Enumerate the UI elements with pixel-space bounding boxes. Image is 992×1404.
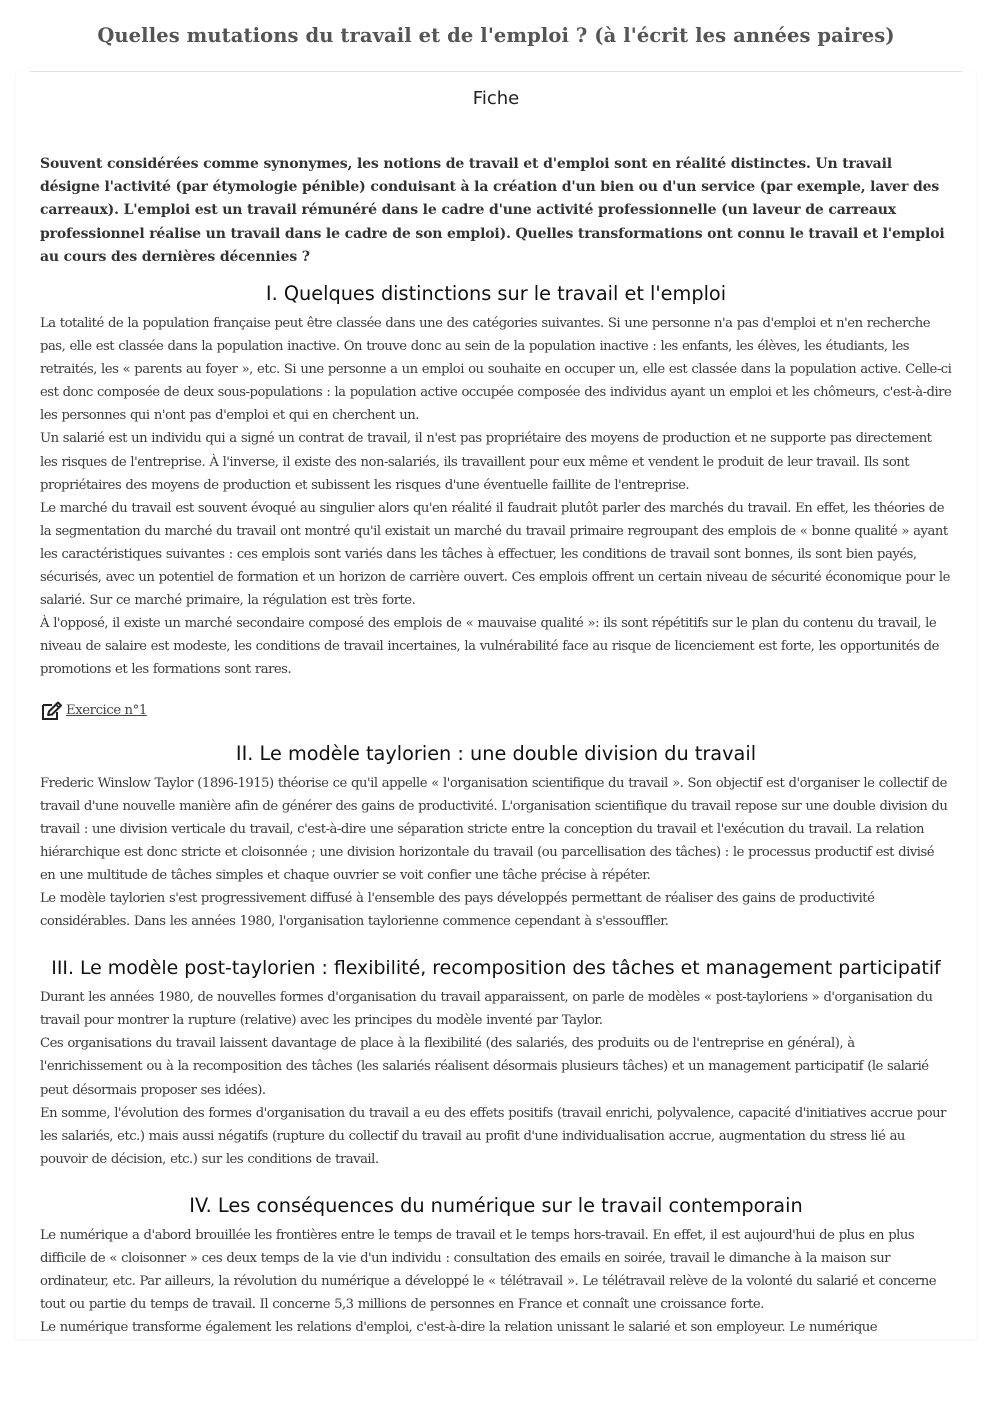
exercise-link[interactable]: Exercice n°1 — [66, 703, 147, 719]
paragraph: Le marché du travail est souvent évoqué au singulier alors qu'en réalité il faudrait plutôt parler des marchés du travail. En effet, les théories de la segmentation du marché du travail ont montré qu'il existait un marché du travail primaire regroupant des emplois de « bonne qualité » ayant les caractéristiques suivantes : ces emplois sont variés dans les tâches à effectuer, les conditions de travail sont bonnes, ils sont bien payés, sécurisés, avec un potentiel de formation et un horizon de carrière ouvert. Ces emplois offrent un certain niveau de sécurité économique pour le salarié. Sur ce marché primaire, la régulation est très forte. — [40, 500, 950, 609]
page-title: Quelles mutations du travail et de l'emploi ? (à l'écrit les années paires) — [97, 24, 895, 47]
section-heading: II. Le modèle taylorien : une double division du travail — [235, 741, 757, 765]
section-3 — [40, 955, 952, 1171]
content-card — [16, 72, 976, 1339]
section-4 — [40, 1193, 952, 1339]
fiche-label: Fiche — [472, 88, 520, 109]
section-heading: III. Le modèle post-taylorien : flexibilité, recomposition des tâches et management participatif — [51, 957, 941, 980]
intro-paragraph: Souvent considérées comme synonymes, les notions de travail et d'emploi sont en réalité distinctes. Un travail désigne l'activité (par étymologie pénible) conduisant à la création d'un bien ou d'un service (par exemple, laver des carreaux). L'emploi est un travail rémunéré dans le cadre d'une activité professionnelle (un laveur de carreaux professionnel réalise un travail dans le cadre de son emploi). Quelles transformations ont connu le travail et l'emploi au cours des dernières décennies ? — [40, 156, 945, 265]
section-2 — [40, 741, 952, 934]
edit-icon — [40, 701, 62, 721]
paragraph: Un salarié est un individu qui a signé un contrat de travail, il n'est pas propriétaire des moyens de production et ne supporte pas directement les risques de l'entreprise. À l'inverse, il existe des non-salariés, ils travaillent pour eux même et vendent le produit de leur travail. Ils sont propriétaires des moyens de production et subissent les risques d'une éventuelle faillite de l'entreprise. — [40, 431, 932, 493]
paragraph: La totalité de la population française peut être classée dans une des catégories suivantes. Si une personne n'a pas d'emploi et n'en recherche pas, elle est classée dans la population inactive. On trouve donc au sein de la population inactive : les enfants, les élèves, les étudiants, les retraités, les « parents au foyer », etc. Si une personne a un emploi ou souhaite en occuper un, elle est classée dans la population active. Celle-ci est donc composée de deux sous-populations : la population active occupée composée des individus ayant un emploi et les chômeurs, c'est-à-dire les personnes qui n'ont pas d'emploi et qui en cherchent un. — [40, 316, 952, 424]
paragraph: Le numérique transforme également les relations d'emploi, c'est-à-dire la relation unissant le salarié et son employeur. Le numérique — [40, 1320, 878, 1336]
section-heading: I. Quelques distinctions sur le travail et l'emploi — [265, 282, 727, 306]
section-heading: IV. Les conséquences du numérique sur le travail contemporain — [189, 1193, 803, 1217]
paragraph: Le numérique a d'abord brouillée les frontières entre le temps de travail et le temps hors-travail. En effet, il est aujourd'hui de plus en plus difficile de « cloisonner » ces deux temps de la vie d'un individu : consultation des emails en soirée, travail le dimanche à la maison sur ordinateur, etc. Par ailleurs, la révolution du numérique a développé le « télétravail ». Le télétravail relève de la volonté du salarié et concerne tout ou partie du temps de travail. Il concerne 5,3 millions de personnes en France et connaît une croissance forte. — [40, 1227, 937, 1313]
paragraph: En somme, l'évolution des formes d'organisation du travail a eu des effets positifs (travail enrichi, polyvalence, capacité d'initiatives accrue pour les salariés, etc.) mais aussi négatifs (rupture du collectif du travail au profit d'une individualisation accrue, augmentation du stress lié au pouvoir de décision, etc.) sur les conditions de travail. — [40, 1105, 946, 1167]
page-header — [30, 0, 962, 72]
section-1 — [40, 281, 952, 721]
paragraph: À l'opposé, il existe un marché secondaire composé des emplois de « mauvaise qualité »: ils sont répétitifs sur le plan du contenu du travail, le niveau de salaire est modeste, les conditions de travail incertaines, la vulnérabilité face au risque de licenciement est forte, les opportunités de promotions et les formations sont rares. — [40, 616, 939, 678]
paragraph: Le modèle taylorien s'est progressivement diffusé à l'ensemble des pays développés permettant de réaliser des gains de productivité considérables. Dans les années 1980, l'organisation taylorienne commence cependant à s'essouffler. — [40, 890, 875, 930]
paragraph: Durant les années 1980, de nouvelles formes d'organisation du travail apparaissent, on parle de modèles « post-tayloriens » d'organisation du travail pour montrer la rupture (relative) avec les principes du modèle inventé par Taylor. — [40, 990, 933, 1029]
paragraph: Ces organisations du travail laissent davantage de place à la flexibilité (des salariés, des produits ou de l'entreprise en général), à l'enrichissement ou à la recomposition des tâches (les salariés réalisent désormais plusieurs tâches) et un management participatif (le salarié peut désormais proposer ses idées). — [40, 1036, 929, 1098]
exercise-link-row[interactable] — [40, 701, 952, 721]
paragraph: Frederic Winslow Taylor (1896-1915) théorise ce qu'il appelle « l'organisation scientifique du travail ». Son objectif est d'organiser le collectif de travail d'une nouvelle manière afin de générer des gains de productivité. L'organisation scientifique du travail repose sur une double division du travail : une division verticale du travail, c'est-à-dire une séparation stricte entre la conception du travail et l'exécution du travail. La relation hiérarchique est donc stricte et cloisonnée ; une division horizontale du travail (ou parcellisation des tâches) : le processus productif est divisé en une multitude de tâches simples et chaque ouvrier se voit confier une tâche précise à répéter. — [40, 775, 948, 883]
